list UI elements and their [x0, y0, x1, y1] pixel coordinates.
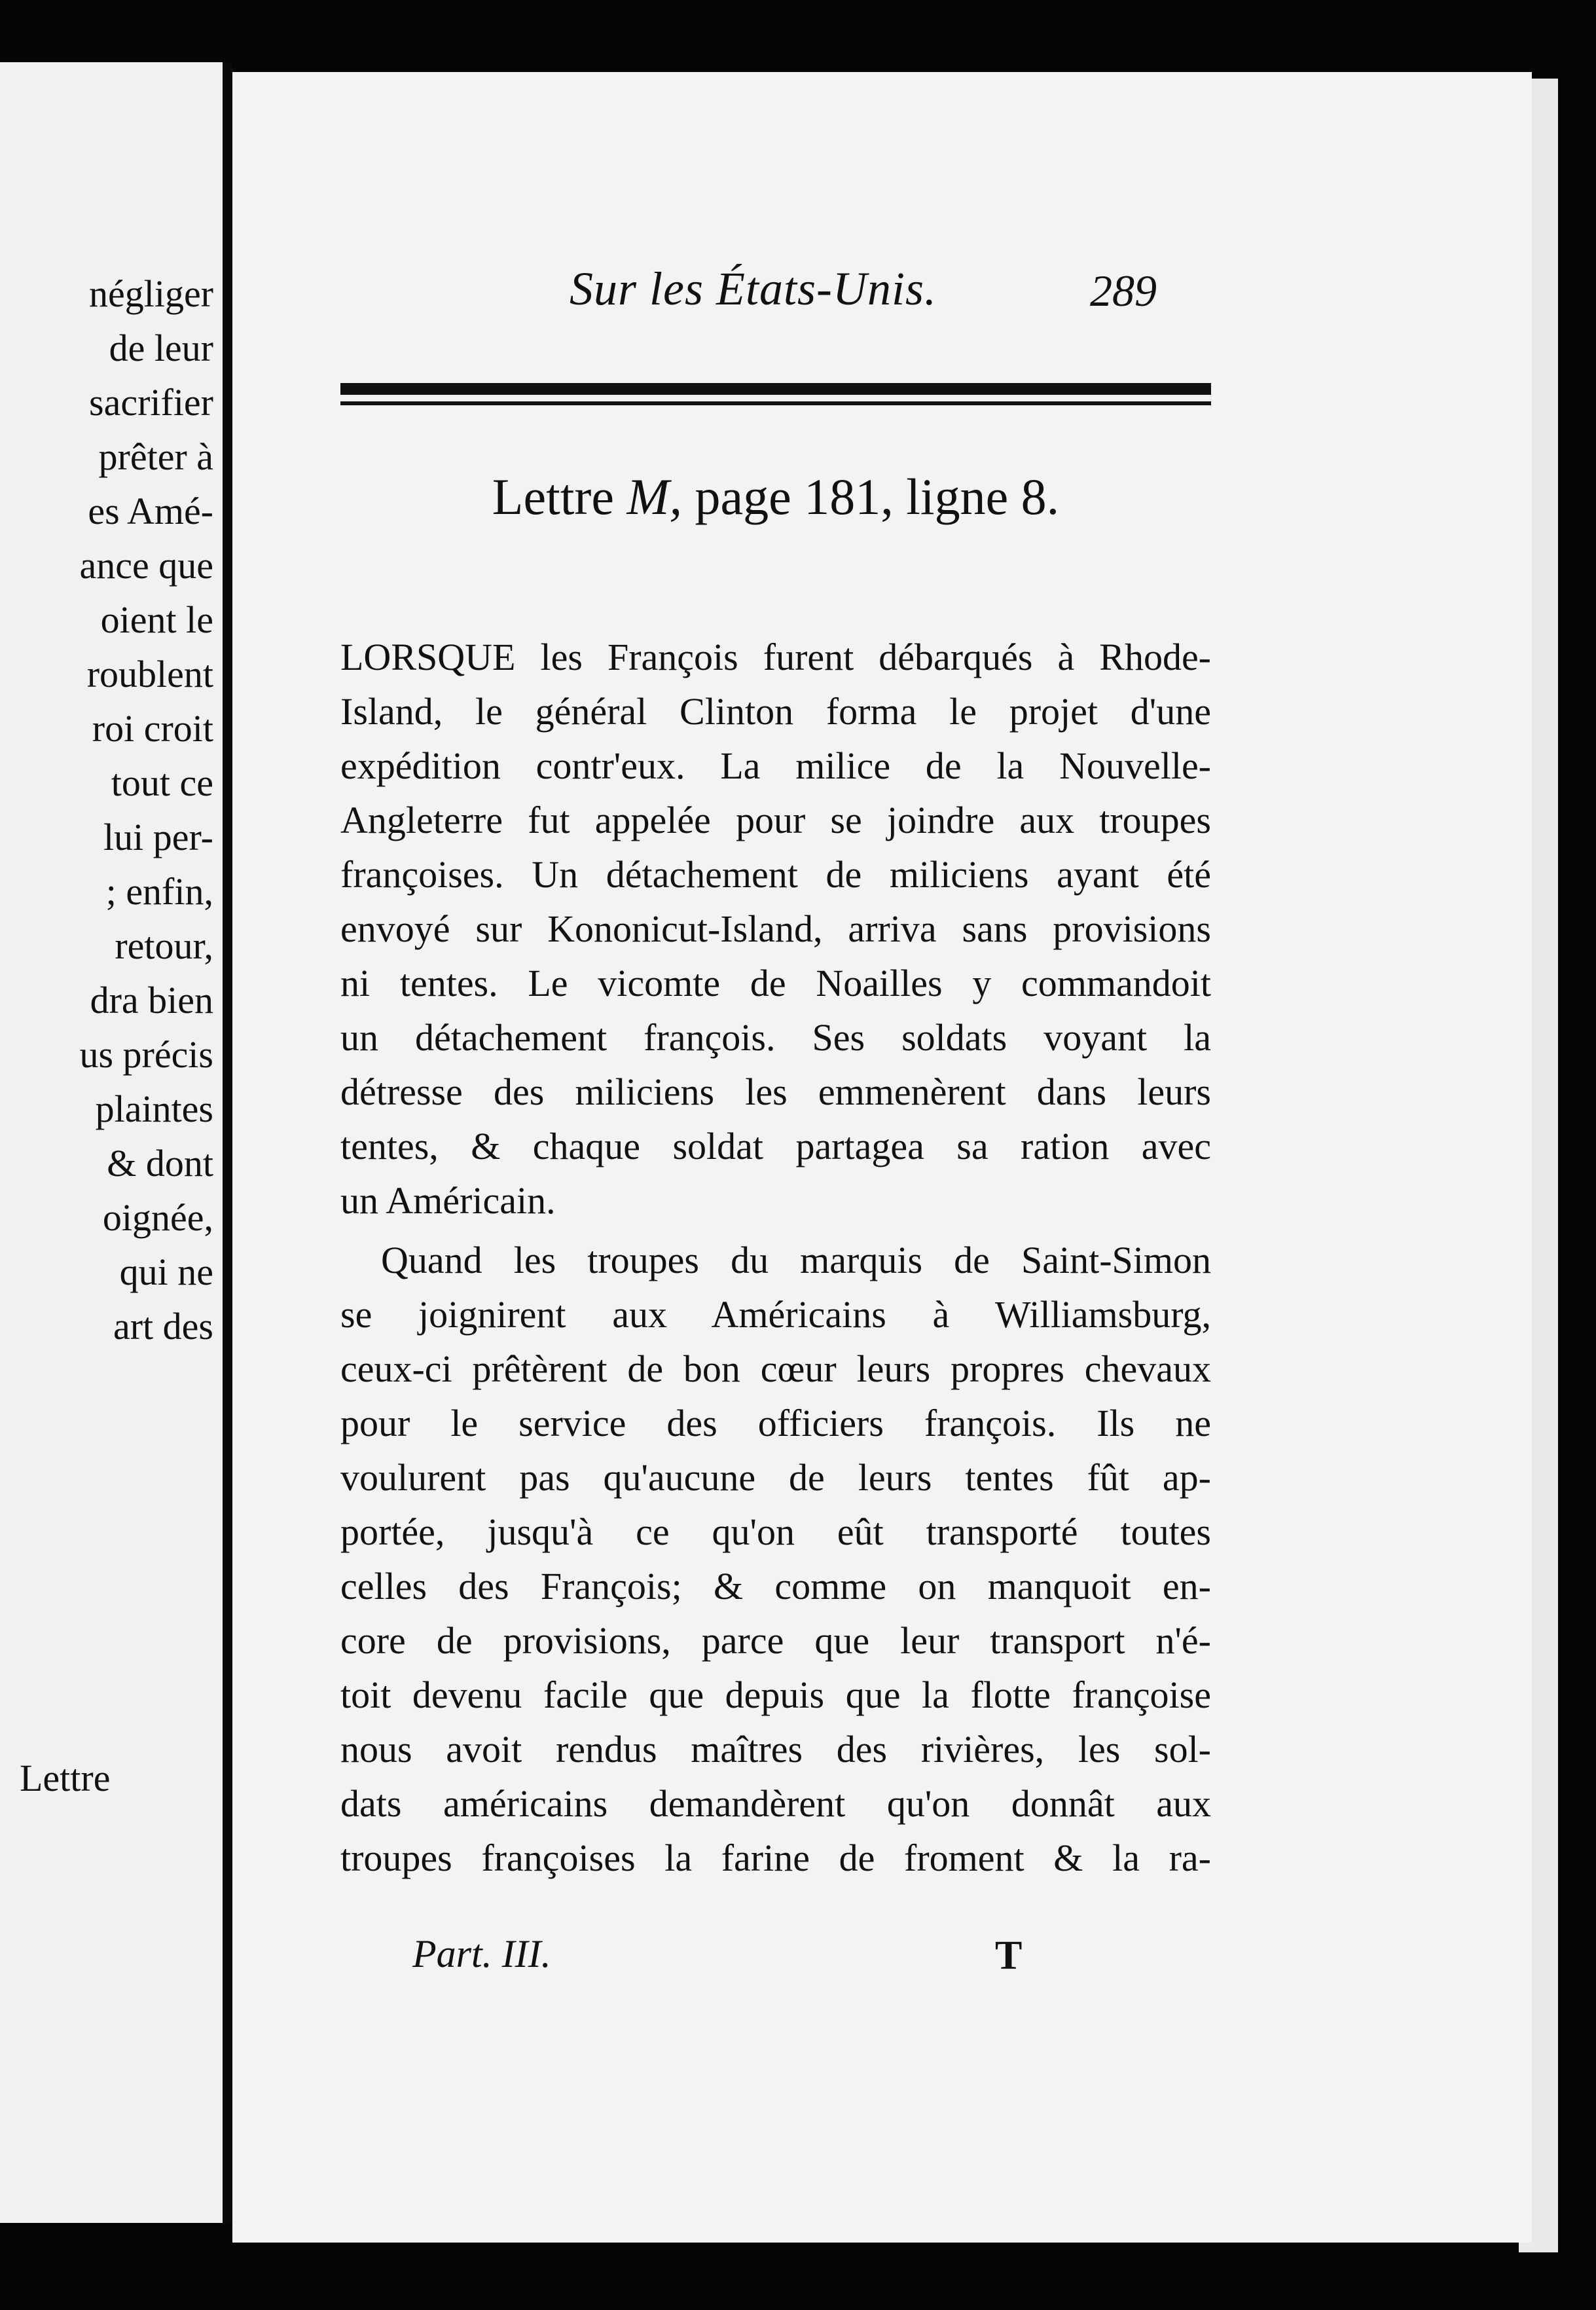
paragraph-line: un détachement françois. Ses soldats voyant la	[340, 1016, 1211, 1059]
paragraph-line: voulurent pas qu'aucune de leurs tentes fût ap-	[340, 1456, 1211, 1499]
left-line: art des	[113, 1305, 213, 1348]
heading-letter: M,	[626, 468, 682, 525]
header-rule-thin	[340, 401, 1211, 405]
left-catchword: Lettre	[20, 1757, 111, 1799]
left-line: tout ce	[111, 761, 213, 804]
left-line: prêter à	[98, 435, 213, 478]
header-rule-thick	[340, 383, 1211, 395]
paragraph-line: toit devenu facile que depuis que la flotte françoise	[340, 1674, 1211, 1716]
paragraph-line: ceux-ci prêtèrent de bon cœur leurs propres chevaux	[340, 1348, 1211, 1390]
heading-suffix: page 181, ligne 8.	[695, 468, 1060, 525]
left-line: us précis	[79, 1033, 213, 1076]
paragraph-line: portée, jusqu'à ce qu'on eût transporté toutes	[340, 1511, 1211, 1553]
paragraph-line: troupes françoises la farine de froment & la ra-	[340, 1837, 1211, 1879]
paragraph-line: expédition contr'eux. La milice de la Nouvelle-	[340, 744, 1211, 787]
left-line: retour,	[115, 925, 213, 967]
paragraph-line: LORSQUE les François furent débarqués à Rhode-	[340, 636, 1211, 678]
left-line: ; enfin,	[105, 870, 213, 913]
left-line: de leur	[109, 327, 213, 369]
paragraph-line: celles des François; & comme on manquoit en-	[340, 1565, 1211, 1607]
paragraph-line: Quand les troupes du marquis de Saint-Simon	[381, 1239, 1211, 1281]
left-line: es Amé-	[88, 490, 213, 532]
left-line: plaintes	[95, 1088, 213, 1130]
paragraph-line: se joignirent aux Américains à Williamsburg,	[340, 1293, 1211, 1336]
signature: Part. III.	[412, 1932, 551, 1975]
paragraph-line: pour le service des officiers françois. Ils ne	[340, 1402, 1211, 1444]
left-line: ance que	[79, 544, 213, 587]
paragraph-line: nous avoit rendus maîtres des rivières, les sol-	[340, 1728, 1211, 1770]
left-line: dra bien	[90, 979, 213, 1021]
left-line: lui per-	[103, 816, 213, 858]
paragraph-line: tentes, & chaque soldat partagea sa ration avec	[340, 1125, 1211, 1167]
left-line: roublent	[86, 653, 213, 695]
left-line: oignée,	[102, 1196, 213, 1239]
paragraph-line: détresse des miliciens les emmenèrent dans leurs	[340, 1071, 1211, 1113]
paragraph-line: françoises. Un détachement de miliciens ayant été	[340, 853, 1211, 896]
heading-prefix: Lettre	[492, 468, 614, 525]
page-number: 289	[1090, 266, 1157, 316]
left-line: roi croit	[92, 707, 213, 750]
left-line: oient le	[100, 598, 213, 641]
left-line: & dont	[107, 1142, 213, 1184]
left-page	[0, 62, 223, 2223]
paragraph-line: un Américain.	[340, 1179, 556, 1222]
paragraph-line: dats américains demandèrent qu'on donnât aux	[340, 1782, 1211, 1825]
left-line: sacrifier	[89, 381, 213, 424]
right-page	[232, 72, 1532, 2243]
paragraph-line: envoyé sur Kononicut-Island, arriva sans provisions	[340, 908, 1211, 950]
gutter	[223, 62, 232, 2223]
running-title: Sur les États-Unis.	[570, 263, 937, 315]
paragraph-line: core de provisions, parce que leur transport n'é-	[340, 1619, 1211, 1662]
left-line: négliger	[88, 272, 213, 315]
paragraph-line: Angleterre fut appelée pour se joindre aux troupes	[340, 799, 1211, 841]
signature-mark: T	[995, 1934, 1023, 1978]
paragraph-line: Island, le général Clinton forma le projet d'une	[340, 690, 1211, 733]
paragraph-line: ni tentes. Le vicomte de Noailles y commandoit	[340, 962, 1211, 1004]
section-heading	[340, 468, 1211, 525]
left-line: qui ne	[119, 1251, 213, 1293]
